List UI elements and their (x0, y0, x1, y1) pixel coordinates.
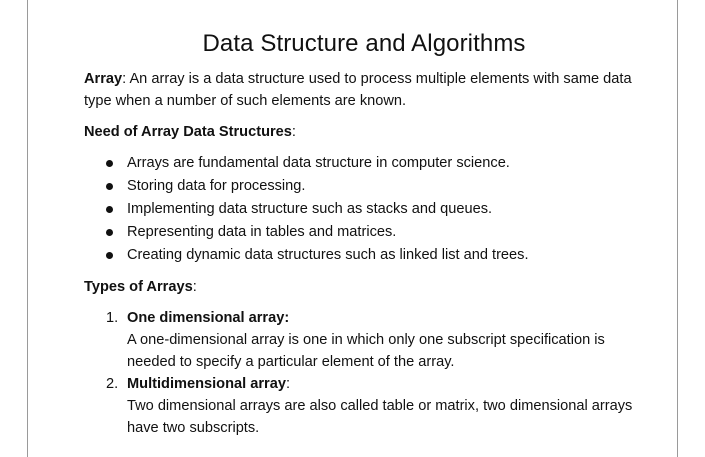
array-term-colon: : (122, 71, 127, 87)
list-item-text: Implementing data structure such as stacks and queues. (127, 201, 493, 217)
numbered-item (84, 307, 644, 373)
document-page (27, 0, 678, 457)
numbered-item (84, 373, 644, 439)
item-number: 2. (106, 376, 119, 392)
list-item (84, 244, 644, 267)
list-item-text: Storing data for processing. (127, 178, 306, 194)
bullet-icon (106, 252, 113, 259)
document-title: Data Structure and Algorithms (202, 30, 526, 57)
item-description: A one-dimensional array is one in which only one subscript specification is needed to specify a particular element of the array. (127, 332, 605, 370)
item-title-suffix: : (285, 376, 291, 392)
bullet-icon (106, 183, 113, 190)
list-item (84, 198, 644, 221)
bullet-icon (106, 160, 113, 167)
types-section-heading-text: Types of Arrays (84, 279, 193, 295)
array-definition-text: An array is a data structure used to process multiple elements with same data type when a number of such elements are known. (84, 71, 632, 109)
array-term: Array (84, 71, 123, 87)
list-item (84, 175, 644, 198)
need-section-colon: : (291, 124, 296, 140)
item-description: Two dimensional arrays are also called table or matrix, two dimensional arrays have two subscripts. (127, 398, 633, 436)
need-section-heading (84, 121, 644, 143)
list-item-text: Representing data in tables and matrices. (127, 224, 397, 240)
need-section-heading-text: Need of Array Data Structures (84, 124, 292, 140)
types-section-colon: : (192, 279, 197, 295)
bullet-icon (106, 229, 113, 236)
document-content (84, 28, 644, 439)
list-item-text: Arrays are fundamental data structure in computer science. (127, 155, 510, 171)
list-item (84, 152, 644, 175)
list-item-text: Creating dynamic data structures such as linked list and trees. (127, 247, 529, 263)
item-title: One dimensional array: (127, 310, 290, 326)
item-number: 1. (106, 310, 119, 326)
types-list (84, 307, 644, 439)
need-list (84, 152, 644, 267)
array-definition-paragraph (84, 68, 644, 112)
bullet-icon (106, 206, 113, 213)
item-title: Multidimensional array (127, 376, 286, 392)
list-item (84, 221, 644, 244)
types-section-heading (84, 276, 644, 298)
